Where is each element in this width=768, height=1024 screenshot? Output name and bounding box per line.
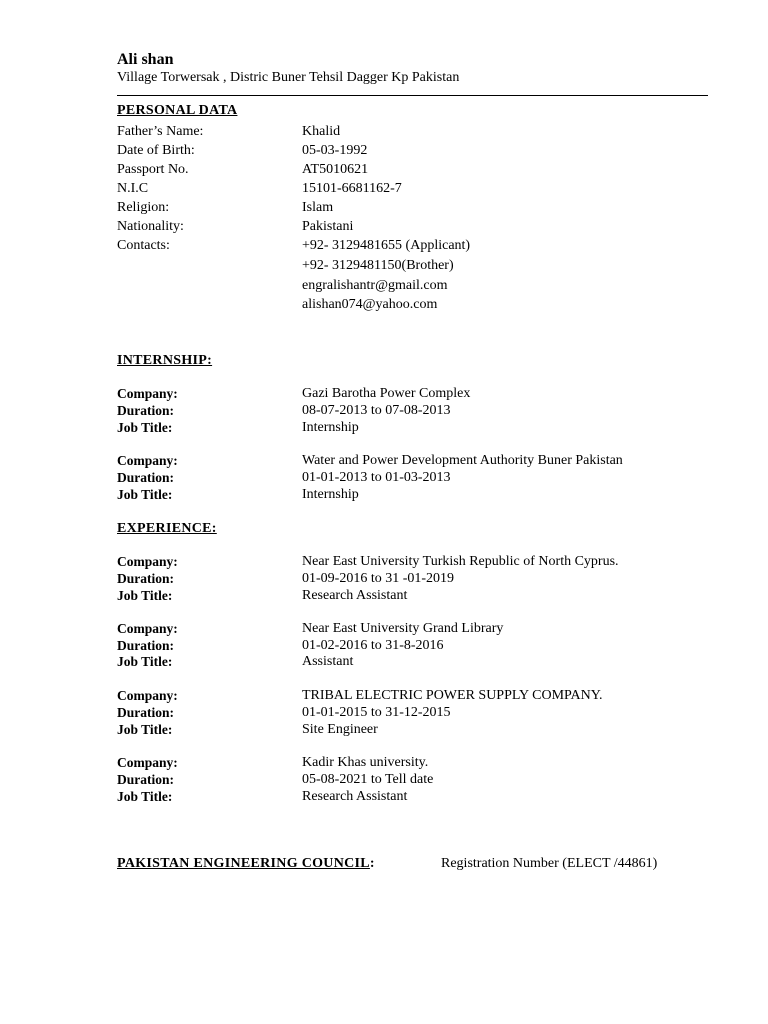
internship-1-company-label: Company: — [117, 386, 178, 401]
experience-2-job-title: Assistant — [302, 654, 354, 669]
personal-value-religion: Islam — [302, 200, 334, 215]
personal-value-contact-brother: +92- 3129481150(Brother) — [302, 258, 454, 273]
experience-4-job-title: Research Assistant — [302, 789, 408, 804]
experience-3-duration-label: Duration: — [117, 705, 174, 720]
internship-1-company: Gazi Barotha Power Complex — [302, 386, 471, 401]
internship-heading: INTERNSHIP: — [117, 353, 213, 368]
internship-1-job-title: Internship — [302, 420, 359, 435]
experience-2-duration: 01-02-2016 to 31-8-2016 — [302, 638, 444, 653]
experience-4-company-label: Company: — [117, 755, 178, 770]
experience-4-company: Kadir Khas university. — [302, 755, 429, 770]
pec-registration-number: Registration Number (ELECT /44861) — [441, 856, 658, 871]
personal-value-email-yahoo[interactable]: alishan074@yahoo.com — [302, 297, 438, 312]
internship-2-job-title-label: Job Title: — [117, 487, 173, 502]
experience-1-duration-label: Duration: — [117, 571, 174, 586]
personal-data-heading: PERSONAL DATA — [117, 103, 238, 118]
personal-label-dob: Date of Birth: — [117, 143, 195, 158]
experience-3-job-title: Site Engineer — [302, 722, 378, 737]
internship-2-job-title: Internship — [302, 487, 359, 502]
internship-2-company: Water and Power Development Authority Buner Pakistan — [302, 453, 623, 468]
personal-value-contact-applicant: +92- 3129481655 (Applicant) — [302, 238, 471, 253]
personal-label-contacts: Contacts: — [117, 238, 170, 253]
experience-4-duration-label: Duration: — [117, 772, 174, 787]
personal-label-father: Father’s Name: — [117, 124, 204, 139]
experience-2-company-label: Company: — [117, 621, 178, 636]
personal-value-nationality: Pakistani — [302, 219, 354, 234]
pec-heading: PAKISTAN ENGINEERING COUNCIL — [117, 856, 370, 871]
personal-value-nic: 15101-6681162-7 — [302, 181, 402, 196]
applicant-name: Ali shan — [117, 51, 174, 68]
internship-2-company-label: Company: — [117, 453, 178, 468]
experience-1-duration: 01-09-2016 to 31 -01-2019 — [302, 571, 455, 586]
experience-1-job-title-label: Job Title: — [117, 588, 173, 603]
personal-value-dob: 05-03-1992 — [302, 143, 368, 158]
experience-heading: EXPERIENCE: — [117, 521, 217, 536]
experience-1-company-label: Company: — [117, 554, 178, 569]
personal-label-religion: Religion: — [117, 200, 170, 215]
internship-1-duration-label: Duration: — [117, 403, 174, 418]
internship-1-job-title-label: Job Title: — [117, 420, 173, 435]
internship-2-duration-label: Duration: — [117, 470, 174, 485]
personal-label-passport: Passport No. — [117, 162, 189, 177]
experience-3-company: TRIBAL ELECTRIC POWER SUPPLY COMPANY. — [302, 688, 603, 703]
experience-2-company: Near East University Grand Library — [302, 621, 504, 636]
experience-1-company: Near East University Turkish Republic of North Cyprus. — [302, 554, 619, 569]
experience-2-job-title-label: Job Title: — [117, 654, 173, 669]
experience-1-job-title: Research Assistant — [302, 588, 408, 603]
internship-2-duration: 01-01-2013 to 01-03-2013 — [302, 470, 451, 485]
experience-3-job-title-label: Job Title: — [117, 722, 173, 737]
personal-value-passport: AT5010621 — [302, 162, 369, 177]
pec-heading-colon: : — [369, 856, 375, 871]
experience-4-job-title-label: Job Title: — [117, 789, 173, 804]
experience-2-duration-label: Duration: — [117, 638, 174, 653]
experience-3-company-label: Company: — [117, 688, 178, 703]
experience-3-duration: 01-01-2015 to 31-12-2015 — [302, 705, 451, 720]
internship-1-duration: 08-07-2013 to 07-08-2013 — [302, 403, 451, 418]
applicant-address: Village Torwersak , Distric Buner Tehsil Dagger Kp Pakistan — [117, 70, 460, 85]
header-divider — [117, 95, 708, 96]
personal-label-nationality: Nationality: — [117, 219, 184, 234]
personal-value-email-gmail[interactable]: engralishantr@gmail.com — [302, 278, 448, 293]
personal-label-nic: N.I.C — [117, 181, 149, 196]
pec-heading-line — [117, 856, 375, 872]
personal-value-father: Khalid — [302, 124, 341, 139]
experience-4-duration: 05-08-2021 to Tell date — [302, 772, 434, 787]
